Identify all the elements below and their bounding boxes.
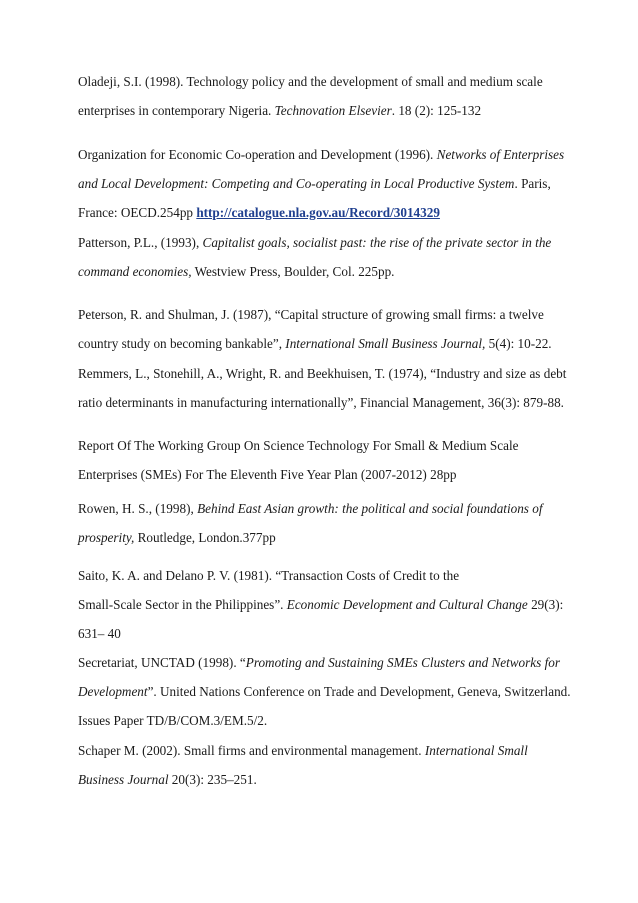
reference-line — [78, 359, 578, 388]
reference-oecd — [78, 140, 578, 227]
reference-line — [78, 677, 578, 706]
text-segment: Report Of The Working Group On Science Technology For Small & Medium Scale — [78, 438, 519, 453]
reference-saito — [78, 561, 578, 648]
reference-schaper — [78, 736, 578, 794]
italic-text: International Small — [424, 743, 528, 758]
text-segment: Oladeji, S.I. (1998). Technology policy and the development of small and medium scale — [78, 74, 543, 89]
reference-peterson — [78, 300, 578, 358]
text-segment: Westview Press, Boulder, Col. 225pp. — [191, 264, 395, 279]
reference-line — [78, 67, 578, 96]
italic-text: Promoting and Sustaining SMEs Clusters and Networks for — [245, 655, 560, 670]
reference-line — [78, 228, 578, 257]
italic-text: prosperity, — [78, 530, 135, 545]
text-segment: Peterson, R. and Shulman, J. (1987), “Capital structure of growing small firms: a twelve — [78, 307, 544, 322]
reference-line — [78, 169, 578, 198]
italic-text: Business Journal — [78, 772, 169, 787]
text-segment: 631– 40 — [78, 626, 121, 641]
reference-line — [78, 765, 578, 794]
text-segment: Schaper M. (2002). Small firms and environmental management. — [78, 743, 425, 758]
text-segment: Remmers, L., Stonehill, A., Wright, R. and Beekhuisen, T. (1974), “Industry and size as debt — [78, 366, 567, 381]
reference-line — [78, 619, 578, 648]
text-segment: enterprises in contemporary Nigeria. — [78, 103, 275, 118]
italic-text: Technovation Elsevier — [274, 103, 392, 118]
text-segment: 20(3): 235–251. — [168, 772, 257, 787]
reference-patterson — [78, 228, 578, 286]
reference-line — [78, 388, 578, 417]
text-segment: Issues Paper TD/B/COM.3/EM.5/2. — [78, 713, 268, 728]
italic-text: Economic Development and Cultural Change — [286, 597, 528, 612]
reference-line — [78, 329, 578, 358]
text-segment: Patterson, P.L., (1993), — [78, 235, 203, 250]
reference-line — [78, 523, 578, 552]
reference-rowen — [78, 494, 578, 552]
text-segment: ”. United Nations Conference on Trade and Development, Geneva, Switzerland. — [147, 684, 571, 699]
text-segment: Small-Scale Sector in the Philippines”. — [78, 597, 287, 612]
reference-line — [78, 96, 578, 125]
catalogue-link[interactable]: http://catalogue.nla.gov.au/Record/3014329 — [196, 205, 440, 220]
reference-unctad — [78, 648, 578, 735]
text-segment: Secretariat, UNCTAD (1998). “ — [78, 655, 246, 670]
text-segment: ratio determinants in manufacturing internationally”, Financial Management, 36(3): 879-88. — [78, 395, 564, 410]
text-segment: France: OECD.254pp — [78, 205, 197, 220]
italic-text: International Small Business Journal, — [285, 336, 486, 351]
text-segment: Routledge, London.377pp — [134, 530, 276, 545]
text-segment: country study on becoming bankable”, — [78, 336, 286, 351]
text-segment: . Paris, — [514, 176, 551, 191]
reference-line — [78, 431, 578, 460]
reference-report-working-group — [78, 431, 578, 489]
reference-line — [78, 198, 578, 227]
reference-line — [78, 257, 578, 286]
text-segment: 29(3): — [527, 597, 564, 612]
text-segment: . 18 (2): 125-132 — [391, 103, 482, 118]
text-segment: 5(4): 10-22. — [485, 336, 552, 351]
reference-line — [78, 648, 578, 677]
italic-text: Behind East Asian growth: the political and social foundations of — [197, 501, 543, 516]
italic-text: Development — [78, 684, 148, 699]
reference-line — [78, 494, 578, 523]
italic-text: Capitalist goals, socialist past: the rise of the private sector in the — [202, 235, 552, 250]
text-segment: Saito, K. A. and Delano P. V. (1981). “Transaction Costs of Credit to the — [78, 568, 460, 583]
text-segment: Organization for Economic Co-operation and Development (1996). — [78, 147, 437, 162]
reference-oladeji — [78, 67, 578, 125]
italic-text: and Local Development: Competing and Co-operating in Local Productive System — [78, 176, 515, 191]
italic-text: command economies, — [78, 264, 192, 279]
text-segment: Enterprises (SMEs) For The Eleventh Five Year Plan (2007-2012) 28pp — [78, 467, 457, 482]
reference-line — [78, 140, 578, 169]
reference-line — [78, 736, 578, 765]
italic-text: Networks of Enterprises — [436, 147, 565, 162]
reference-line — [78, 561, 578, 590]
reference-line — [78, 300, 578, 329]
reference-line — [78, 706, 578, 735]
reference-remmers — [78, 359, 578, 417]
reference-line — [78, 460, 578, 489]
text-segment: Rowen, H. S., (1998), — [78, 501, 198, 516]
reference-line — [78, 590, 578, 619]
